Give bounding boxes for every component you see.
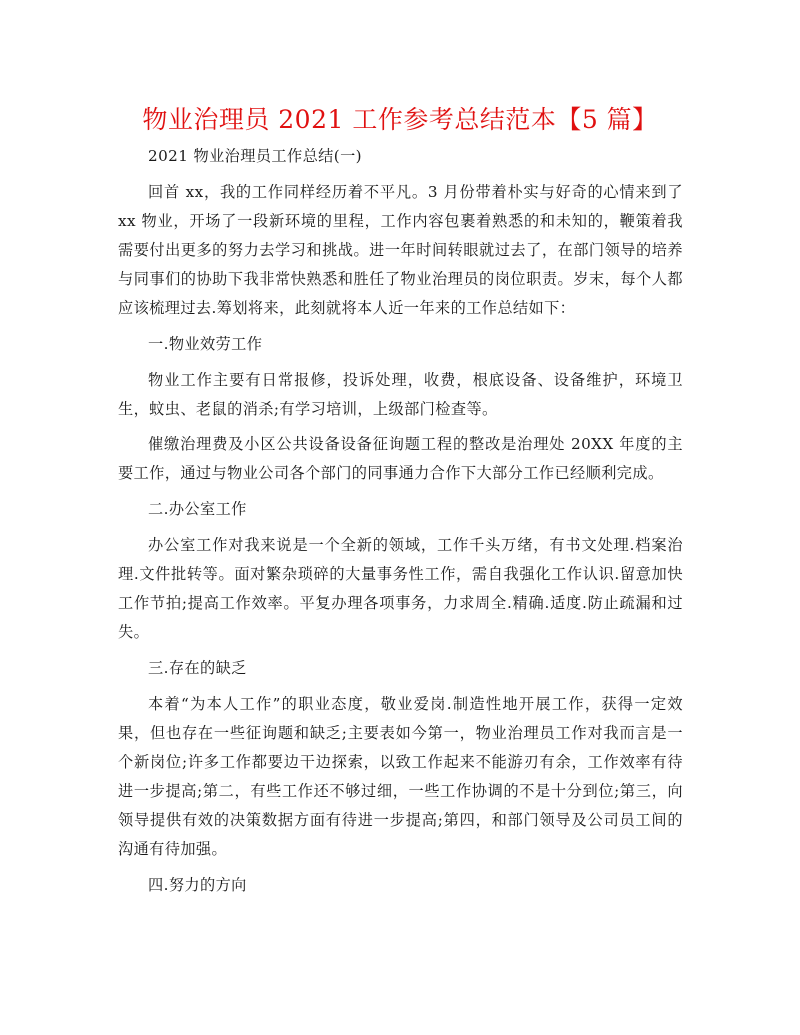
document-body bbox=[118, 142, 683, 900]
section-heading-direction: 四.努力的方向 bbox=[148, 876, 247, 894]
section-paragraph: 催缴治理费及小区公共设备设备征询题工程的整改是治理处 20XX 年度的主要工作，通过与物业公司各个部门的同事通力合作下大部分工作已经顺利完成。 bbox=[118, 435, 683, 482]
document-title: 物业治理员 2021 工作参考总结范本【5 篇】 bbox=[142, 105, 658, 134]
section-paragraph: 物业工作主要有日常报修，投诉处理，收费，根底设备、设备维护，环境卫生，蚊虫、老鼠的消杀;有学习培训，上级部门检查等。 bbox=[118, 371, 683, 418]
section-heading-property-service: 一.物业效劳工作 bbox=[148, 335, 263, 353]
section-paragraph: 本着“为本人工作”的职业态度，敬业爱岗.制造性地开展工作，获得一定效果，但也存在一些征询题和缺乏;主要表如今第一，物业治理员工作对我而言是一个新岗位;许多工作都要边干边探索，以致工作起来不能游刃有余，工作效率有待进一步提高;第二，有些工作还不够过细，一些工作协调的不是十分到位;第三，向领导提供有效的决策数据方面有待进一步提高;第四，和部门领导及公司员工间的沟通有待加强。 bbox=[118, 695, 683, 858]
section-paragraph: 办公室工作对我来说是一个全新的领域，工作千头万绪，有书文处理.档案治理.文件批转等。面对繁杂琐碎的大量事务性工作，需自我强化工作认识.留意加快工作节拍;提高工作效率。平复办理各项事务，力求周全.精确.适度.防止疏漏和过失。 bbox=[118, 536, 683, 641]
intro-paragraph: 回首 xx，我的工作同样经历着不平凡。3 月份带着朴实与好奇的心情来到了 xx 物业，开场了一段新环境的里程，工作内容包裹着熟悉的和未知的，鞭策着我需要付出更多的努力去学习和挑战。进一年时间转眼就过去了，在部门领导的培养与同事们的协助下我非常快熟悉和胜任了物业治理员的岗位职责。岁末，每个人都应该梳理过去.筹划将来，此刻就将本人近一年来的工作总结如下： bbox=[118, 183, 683, 317]
section-heading-shortcomings: 三.存在的缺乏 bbox=[148, 659, 247, 677]
document-subtitle: 2021 物业治理员工作总结(一) bbox=[148, 147, 363, 165]
section-heading-office-work: 二.办公室工作 bbox=[148, 500, 247, 518]
